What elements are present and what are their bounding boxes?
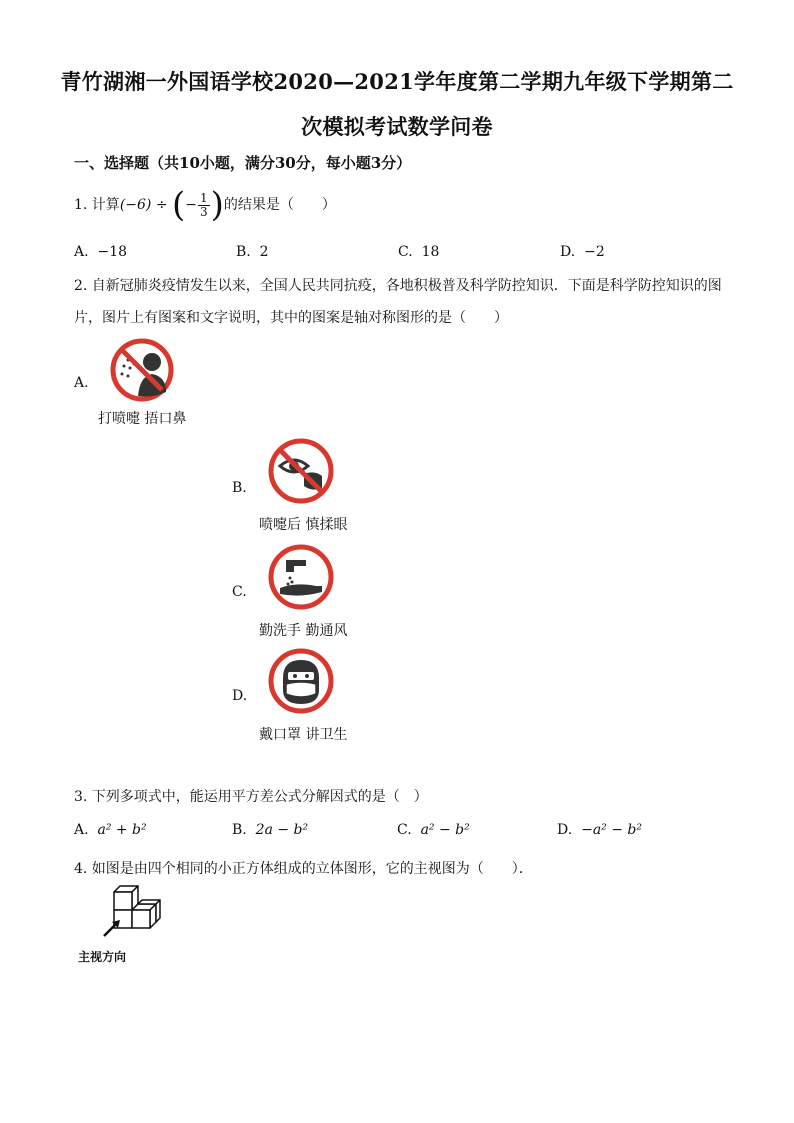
q3-option-a[interactable] [74,822,147,838]
q1-prefix: 1. 计算 [74,197,120,213]
face-mask-icon [266,646,336,716]
q1-option-a-label: A. [74,244,89,260]
q1-option-d-value: −2 [584,244,605,260]
question-2-line1: 2. 自新冠肺炎疫情发生以来，全国人民共同抗疫，各地积极普及科学防控知识．下面是科学防控知识的图 [74,278,722,294]
q2-option-d-label[interactable]: D. [232,688,248,704]
q3-option-b-value: 2a − b² [255,822,309,838]
q1-option-b-value: 2 [259,244,269,260]
q3-option-a-value: a² + b² [97,822,147,838]
no-rub-eyes-icon [266,436,336,506]
q2-option-b-caption: 喷嚏后 慎揉眼 [259,517,348,533]
q1-expr-left: (−6) ÷ [119,197,168,213]
q2-option-c-caption: 勤洗手 勤通风 [259,623,348,639]
q1-option-c-value: 18 [421,244,440,260]
q1-option-b-label: B. [236,244,251,260]
q4-figure-label: 主视方向 [78,950,127,964]
q3-option-c-label: C. [397,822,412,838]
q1-option-a[interactable] [74,244,127,260]
q1-left-paren: ( [172,185,186,225]
q1-right-paren: ) [210,185,224,225]
q1-option-d-label: D. [560,244,576,260]
q1-suffix: 的结果是（ ） [223,197,336,213]
question-1 [74,185,336,225]
q3-option-d-value: −a² − b² [581,822,642,838]
q1-option-d[interactable] [560,244,605,260]
q1-option-c-label: C. [398,244,413,260]
hand-wash-icon [266,542,336,612]
question-4: 4. 如图是由四个相同的小正方体组成的立体图形，它的主视图为（ ）． [74,861,533,877]
cube-figure [100,884,174,946]
q1-option-c[interactable] [398,244,439,260]
q1-option-a-value: −18 [97,244,128,260]
q1-minus: − [185,197,198,213]
q1-frac-den: 3 [200,204,208,219]
page-title-line2: 次模拟考试数学问卷 [301,114,493,139]
q2-option-c-label[interactable]: C. [232,584,247,600]
q1-fraction [198,192,210,218]
q3-option-d[interactable] [557,822,642,838]
page-title-line1: 青竹湖湘一外国语学校2020—2021学年度第二学期九年级下学期第二 [60,69,734,94]
question-2-line2: 片，图片上有图案和文字说明，其中的图案是轴对称图形的是（ ） [74,310,508,326]
q3-option-a-label: A. [74,822,89,838]
section-heading: 一、选择题（共10小题，满分30分，每小题3分） [74,154,412,172]
q3-option-c[interactable] [397,822,470,838]
question-3: 3. 下列多项式中，能运用平方差公式分解因式的是（ ） [74,789,428,805]
q2-option-b-label[interactable]: B. [232,480,247,496]
q3-option-d-label: D. [557,822,573,838]
q1-frac-num: 1 [200,190,208,205]
sneeze-cover-icon [108,336,176,404]
q2-option-a-caption: 打喷嚏 捂口鼻 [98,411,187,427]
q3-option-b[interactable] [232,822,308,838]
q2-option-a-label[interactable]: A. [74,375,89,391]
q1-option-b[interactable] [236,244,269,260]
q2-option-d-caption: 戴口罩 讲卫生 [259,727,348,743]
q3-option-b-label: B. [232,822,247,838]
q3-option-c-value: a² − b² [420,822,470,838]
